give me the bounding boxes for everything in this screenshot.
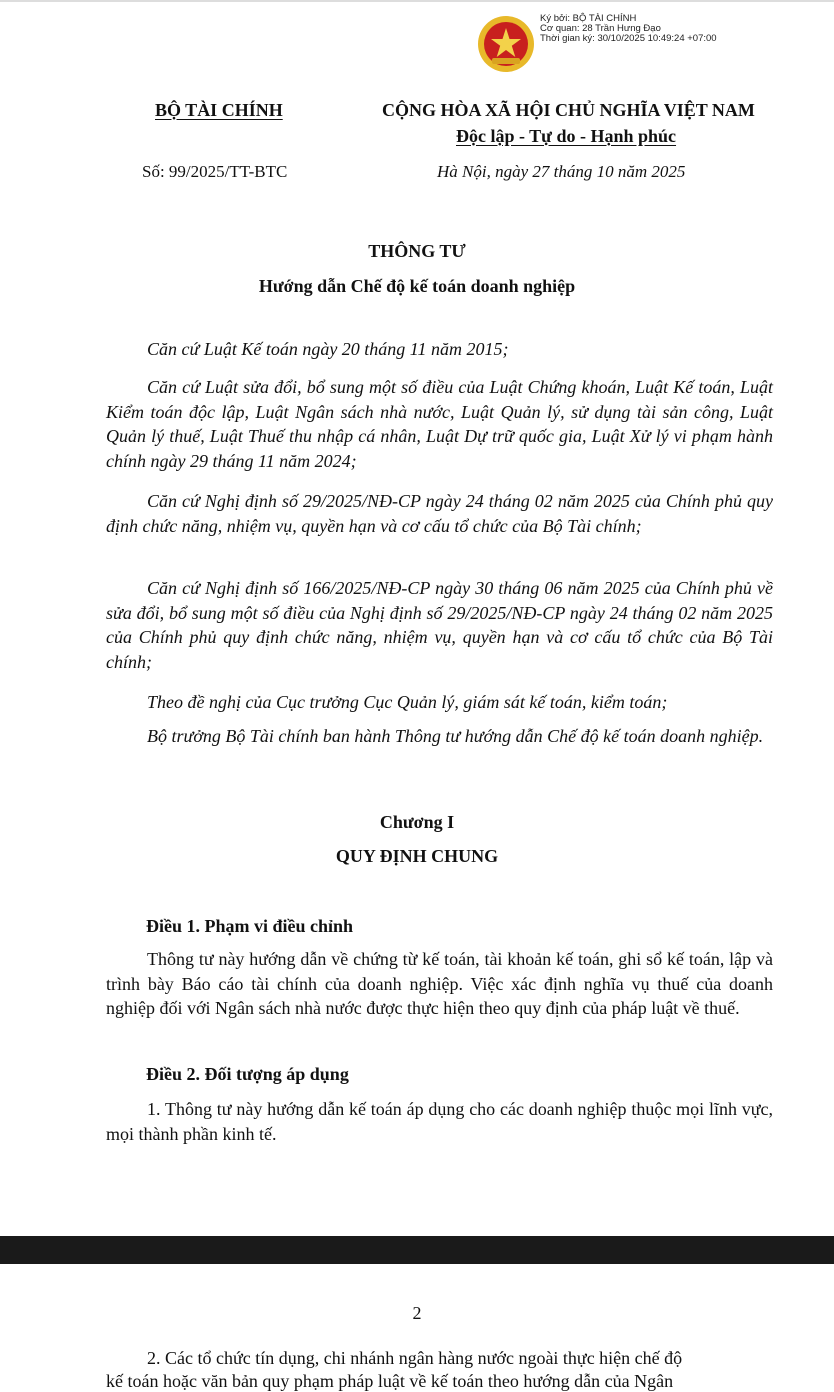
preamble-item: Bộ trưởng Bộ Tài chính ban hành Thông tư hướng dẫn Chế độ kế toán doanh nghiệp. [147, 726, 764, 746]
article-heading: Điều 2. Đối tượng áp dụng [146, 1064, 349, 1084]
article-text: 1. Thông tư này hướng dẫn kế toán áp dụng cho các doanh nghiệp thuộc mọi lĩnh vực, mọi thành phần kinh tế. [106, 1099, 773, 1144]
page2-text-line: kế toán hoặc văn bản quy phạm pháp luật về kế toán theo hướng dẫn của Ngân [106, 1371, 674, 1391]
chapter-number: Chương I [379, 812, 455, 832]
page2-text-line: 2. Các tổ chức tín dụng, chi nhánh ngân hàng nước ngoài thực hiện chế độ [147, 1348, 683, 1368]
preamble-item: Căn cứ Nghị định số 166/2025/NĐ-CP ngày 30 tháng 06 năm 2025 của Chính phủ về sửa đổi, bổ sung một số điều của Nghị định số 29/2025/NĐ-CP ngày 24 tháng 02 năm 2025 của Chính phủ quy định chức năng, nhiệm vụ, quyền hạn và cơ cấu tổ chức của Bộ Tài chính; [106, 578, 773, 672]
national-motto: Độc lập - Tự do - Hạnh phúc [456, 126, 677, 146]
digital-signature-info [540, 14, 717, 44]
article-heading: Điều 1. Phạm vi điều chỉnh [146, 916, 354, 936]
chapter-title: QUY ĐỊNH CHUNG [335, 846, 499, 866]
document-number: Số: 99/2025/TT-BTC [142, 162, 288, 181]
page-break-bar [0, 1236, 834, 1264]
preamble-item: Theo đề nghị của Cục trưởng Cục Quản lý, giám sát kế toán, kiểm toán; [147, 692, 668, 712]
national-emblem-icon [476, 14, 536, 74]
article-text: Thông tư này hướng dẫn về chứng từ kế toán, tài khoản kế toán, ghi sổ kế toán, lập và trình bày Báo cáo tài chính của doanh nghiệp. Việc xác định nghĩa vụ thuế của doanh nghiệp đối với Ngân sách nhà nước được thực hiện theo quy định của pháp luật về thuế. [106, 949, 773, 1018]
signature-agency: Cơ quan: 28 Trần Hưng Đạo [540, 23, 661, 34]
page-number: 2 [412, 1303, 422, 1323]
preamble-item: Căn cứ Nghị định số 29/2025/NĐ-CP ngày 24 tháng 02 năm 2025 của Chính phủ quy định chức năng, nhiệm vụ, quyền hạn và cơ cấu tổ chức của Bộ Tài chính; [106, 491, 773, 536]
ministry-name: BỘ TÀI CHÍNH [155, 100, 283, 120]
signature-signer: Ký bởi: BỘ TÀI CHÍNH [540, 13, 637, 24]
preamble-item: Căn cứ Luật sửa đổi, bổ sung một số điều của Luật Chứng khoán, Luật Kế toán, Luật Kiểm toán độc lập, Luật Ngân sách nhà nước, Luật Quản lý, sử dụng tài sản công, Luật Quản lý thuế, Luật Thuế thu nhập cá nhân, Luật Dự trữ quốc gia, Luật Xử lý vi phạm hành chính ngày 29 tháng 11 năm 2024; [106, 377, 773, 471]
signature-time: Thời gian ký: 30/10/2025 10:49:24 +07:00 [540, 33, 717, 44]
page-top-edge [0, 0, 834, 2]
preamble-item: Căn cứ Luật Kế toán ngày 20 tháng 11 năm 2015; [147, 339, 509, 359]
document-subject: Hướng dẫn Chế độ kế toán doanh nghiệp [258, 276, 576, 296]
place-and-date: Hà Nội, ngày 27 tháng 10 năm 2025 [437, 162, 686, 181]
document-type: THÔNG TƯ [368, 241, 466, 261]
country-name: CỘNG HÒA XÃ HỘI CHỦ NGHĨA VIỆT NAM [382, 100, 755, 120]
